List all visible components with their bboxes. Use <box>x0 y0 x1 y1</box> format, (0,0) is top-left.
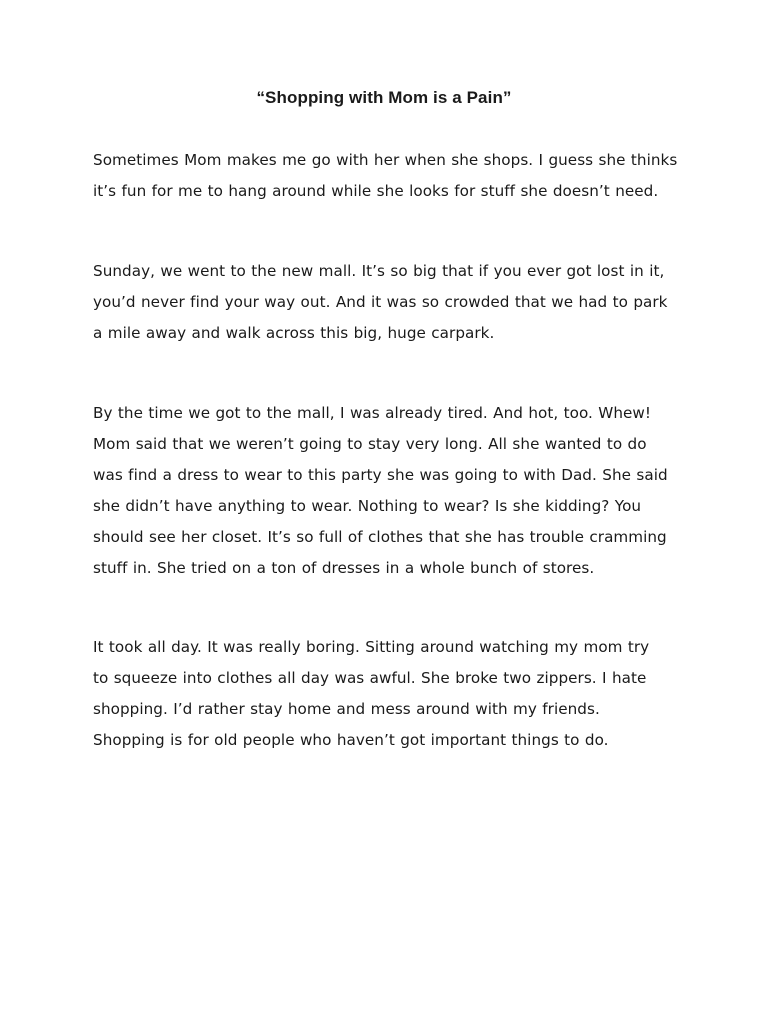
paragraph-3 <box>93 398 677 584</box>
document-title: “Shopping with Mom is a Pain” <box>256 88 512 107</box>
paragraph-line: shopping. I’d rather stay home and mess around with my friends. <box>93 700 600 718</box>
paragraph-line: you’d never find your way out. And it was so crowded that we had to park <box>93 293 668 311</box>
paragraph-line: was find a dress to wear to this party she was going to with Dad. She said <box>93 466 668 484</box>
paragraph-line: she didn’t have anything to wear. Nothing to wear? Is she kidding? You <box>93 497 642 515</box>
paragraph-1 <box>93 145 677 207</box>
paragraph-line: stuff in. She tried on a ton of dresses in a whole bunch of stores. <box>93 559 595 577</box>
paragraph-line: It took all day. It was really boring. Sitting around watching my mom try <box>93 638 650 656</box>
paragraph-line: Sometimes Mom makes me go with her when she shops. I guess she thinks <box>93 151 678 169</box>
paragraph-line: Mom said that we weren’t going to stay very long. All she wanted to do <box>93 435 647 453</box>
paragraph-2 <box>93 256 677 349</box>
paragraph-line: By the time we got to the mall, I was already tired. And hot, too. Whew! <box>93 404 652 422</box>
paragraph-line: to squeeze into clothes all day was awful. She broke two zippers. I hate <box>93 669 647 687</box>
paragraph-line: should see her closet. It’s so full of clothes that she has trouble cramming <box>93 528 667 546</box>
paragraph-line: a mile away and walk across this big, huge carpark. <box>93 324 495 342</box>
paragraph-line: Shopping is for old people who haven’t got important things to do. <box>93 731 609 749</box>
paragraph-line: it’s fun for me to hang around while she looks for stuff she doesn’t need. <box>93 182 659 200</box>
paragraph-line: Sunday, we went to the new mall. It’s so big that if you ever got lost in it, <box>93 262 665 280</box>
paragraph-4 <box>93 632 677 756</box>
